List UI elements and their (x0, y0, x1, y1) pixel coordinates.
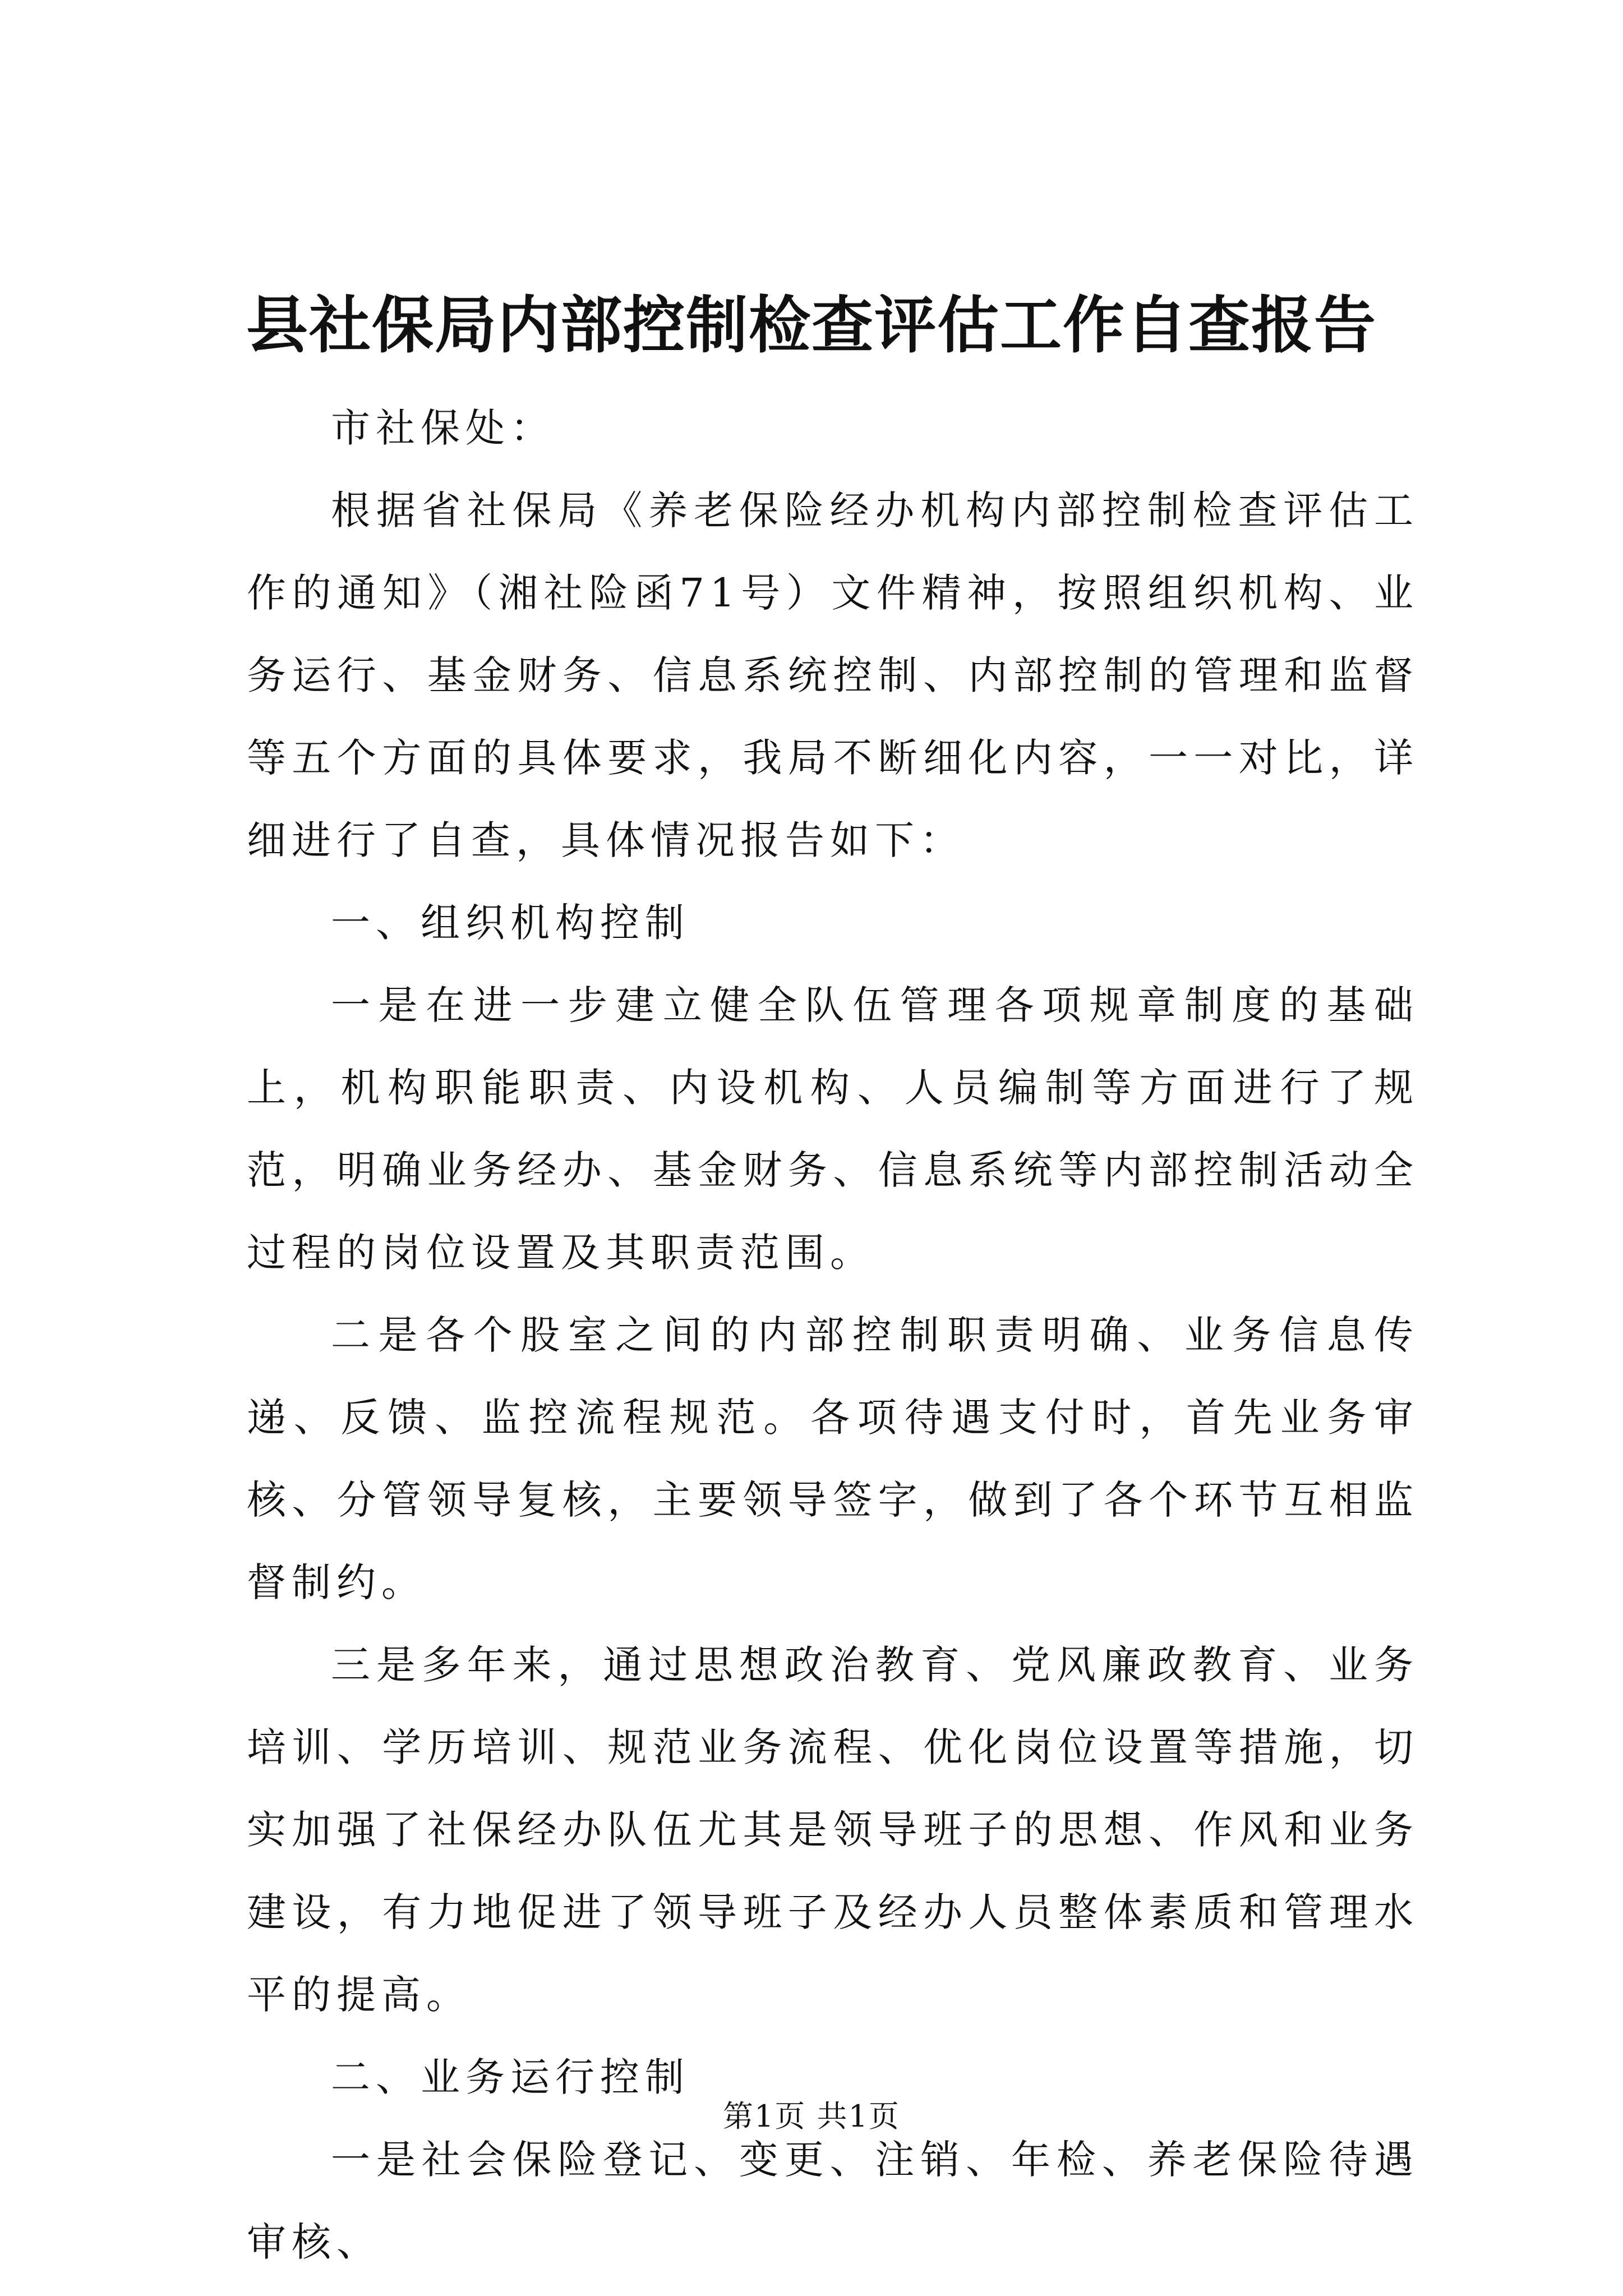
paragraph-org-point-3: 三是多年来，通过思想政治教育、党风廉政教育、业务培训、学历培训、规范业务流程、优化岗位设置等措施，切实加强了社保经办队伍尤其是领导班子的思想、作风和业务建设，有力地促进了领导班子及经办人员整体素质和管理水平的提高。 (247, 1642, 1419, 2018)
page-number-footer: 第1页 共1页 (723, 2099, 900, 2134)
section-heading-business: 二、业务运行控制 (331, 2054, 690, 2100)
salutation: 市社保处： (331, 405, 555, 451)
paragraph-org-point-1: 一是在进一步建立健全队伍管理各项规章制度的基础上，机构职能职责、内设机构、人员编制等方面进行了规范，明确业务经办、基金财务、信息系统等内部控制活动全过程的岗位设置及其职责范围。 (247, 982, 1419, 1276)
paragraph-org-point-2: 二是各个股室之间的内部控制职责明确、业务信息传递、反馈、监控流程规范。各项待遇支付时，首先业务审核、分管领导复核，主要领导签字，做到了各个环节互相监督制约。 (247, 1312, 1419, 1605)
intro-paragraph: 根据省社保局《养老保险经办机构内部控制检查评估工作的通知》（湘社险函71号）文件精神，按照组织机构、业务运行、基金财务、信息系统控制、内部控制的管理和监督等五个方面的具体要求，我局不断细化内容，一一对比，详细进行了自查，具体情况报告如下： (247, 487, 1419, 863)
document-title: 县社保局内部控制检查评估工作自查报告 (246, 289, 1377, 361)
document-body (247, 387, 1419, 2284)
section-heading-organization: 一、组织机构控制 (331, 900, 690, 946)
paragraph-business-point-1: 一是社会保险登记、变更、注销、年检、养老保险待遇审核、 (247, 2137, 1419, 2265)
